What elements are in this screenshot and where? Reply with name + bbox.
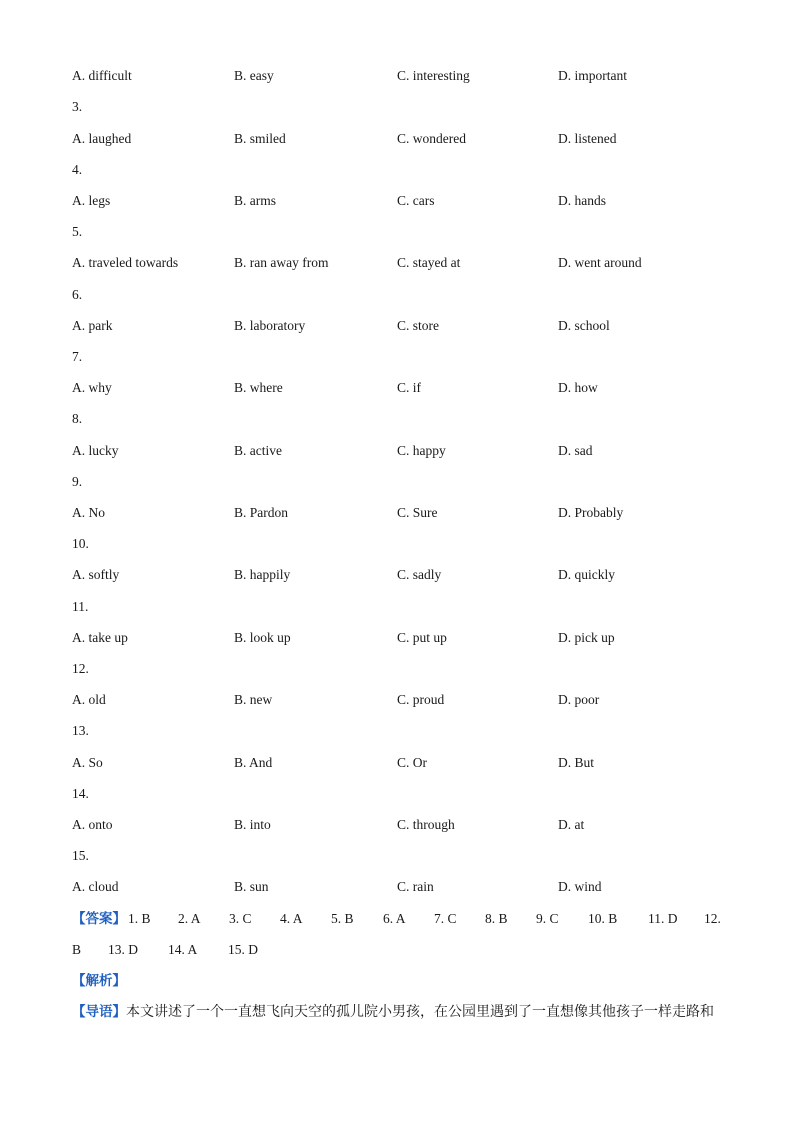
- option-d: D. Probably: [558, 505, 624, 520]
- option-c: C. cars: [397, 193, 435, 208]
- question-number: 13.: [72, 723, 89, 738]
- option-row: [72, 130, 752, 148]
- answer-item: 9. C: [536, 911, 559, 926]
- question-number: 12.: [72, 661, 89, 676]
- question-number: 10.: [72, 536, 89, 551]
- option-c: C. happy: [397, 443, 446, 458]
- answer-item: 11. D: [648, 911, 678, 926]
- answer-item: 3. C: [229, 911, 252, 926]
- option-a: A. cloud: [72, 879, 119, 894]
- option-a: A. onto: [72, 817, 113, 832]
- option-a: A. laughed: [72, 131, 132, 146]
- answer-item: 4. A: [280, 911, 303, 926]
- option-row: [72, 691, 752, 709]
- option-b: B. easy: [234, 68, 274, 83]
- option-row: [72, 754, 752, 772]
- option-d: D. went around: [558, 255, 642, 270]
- answer-item: 14. A: [168, 942, 198, 957]
- option-row: [72, 504, 752, 522]
- option-d: D. pick up: [558, 630, 615, 645]
- answer-item: 7. C: [434, 911, 457, 926]
- option-a: A. park: [72, 318, 113, 333]
- option-c: C. wondered: [397, 131, 466, 146]
- option-b: B. sun: [234, 879, 269, 894]
- option-b: B. Pardon: [234, 505, 288, 520]
- question-number: 6.: [72, 287, 83, 302]
- option-a: A. No: [72, 505, 105, 520]
- option-a: A. So: [72, 755, 103, 770]
- question-number: 9.: [72, 474, 83, 489]
- answer-item: 6. A: [383, 911, 406, 926]
- option-d: D. how: [558, 380, 598, 395]
- option-a: A. why: [72, 380, 112, 395]
- option-c: C. store: [397, 318, 439, 333]
- answer-tag: 【答案】: [72, 911, 126, 927]
- option-a: A. old: [72, 692, 106, 707]
- question-number: 15.: [72, 848, 89, 863]
- option-b: B. happily: [234, 567, 291, 582]
- option-d: D. school: [558, 318, 610, 333]
- option-a: A. take up: [72, 630, 128, 645]
- option-b: B. where: [234, 380, 283, 395]
- answer-key-line: [72, 941, 472, 959]
- option-b: B. laboratory: [234, 318, 306, 333]
- option-a: A. difficult: [72, 68, 132, 83]
- option-d: D. But: [558, 755, 595, 770]
- answer-item: 8. B: [485, 911, 508, 926]
- option-d: D. listened: [558, 131, 617, 146]
- intro-paragraph: [72, 1003, 714, 1021]
- option-row: [72, 816, 752, 834]
- option-c: C. stayed at: [397, 255, 461, 270]
- option-d: D. wind: [558, 879, 602, 894]
- option-d: D. at: [558, 817, 585, 832]
- question-number: 5.: [72, 224, 83, 239]
- answer-key-line: [72, 910, 732, 928]
- option-c: C. Sure: [397, 505, 438, 520]
- answer-item: 5. B: [331, 911, 354, 926]
- answer-item: B: [72, 942, 82, 957]
- question-number: 8.: [72, 411, 83, 426]
- option-c: C. sadly: [397, 567, 442, 582]
- option-a: A. legs: [72, 193, 111, 208]
- option-c: C. Or: [397, 755, 427, 770]
- option-c: C. proud: [397, 692, 445, 707]
- intro-text: 本文讲述了一个一直想飞向天空的孤儿院小男孩，在公园里遇到了一直想像其他孩子一样走路和: [126, 1004, 714, 1020]
- question-number: 14.: [72, 786, 89, 801]
- option-d: D. important: [558, 68, 627, 83]
- option-c: C. through: [397, 817, 455, 832]
- option-c: C. put up: [397, 630, 447, 645]
- option-row: [72, 566, 752, 584]
- intro-tag: 【导语】: [72, 1004, 126, 1020]
- answer-item: 10. B: [588, 911, 618, 926]
- option-row: [72, 317, 752, 335]
- answer-item: 2. A: [178, 911, 201, 926]
- option-d: D. hands: [558, 193, 606, 208]
- question-number: 3.: [72, 99, 83, 114]
- answer-item: 1. B: [128, 911, 151, 926]
- option-row: [72, 442, 752, 460]
- option-b: B. And: [234, 755, 273, 770]
- option-b: B. look up: [234, 630, 291, 645]
- analysis-tag: 【解析】: [72, 973, 126, 989]
- option-row: [72, 878, 752, 896]
- answer-item: 15. D: [228, 942, 258, 957]
- option-b: B. arms: [234, 193, 276, 208]
- option-a: A. lucky: [72, 443, 119, 458]
- option-b: B. smiled: [234, 131, 286, 146]
- option-a: A. traveled towards: [72, 255, 179, 270]
- option-row: [72, 254, 752, 272]
- option-d: D. sad: [558, 443, 593, 458]
- option-d: D. quickly: [558, 567, 615, 582]
- answer-item: 12.: [704, 911, 721, 926]
- answer-item: 13. D: [108, 942, 138, 957]
- option-b: B. ran away from: [234, 255, 329, 270]
- question-number: 11.: [72, 599, 89, 614]
- option-d: D. poor: [558, 692, 600, 707]
- option-a: A. softly: [72, 567, 120, 582]
- option-row: [72, 629, 752, 647]
- option-c: C. rain: [397, 879, 434, 894]
- option-row: [72, 379, 752, 397]
- option-c: C. interesting: [397, 68, 470, 83]
- question-number: 7.: [72, 349, 83, 364]
- option-b: B. into: [234, 817, 271, 832]
- option-c: C. if: [397, 380, 422, 395]
- question-number: 4.: [72, 162, 83, 177]
- option-b: B. new: [234, 692, 273, 707]
- option-b: B. active: [234, 443, 282, 458]
- option-row: [72, 192, 752, 210]
- option-row: [72, 67, 752, 85]
